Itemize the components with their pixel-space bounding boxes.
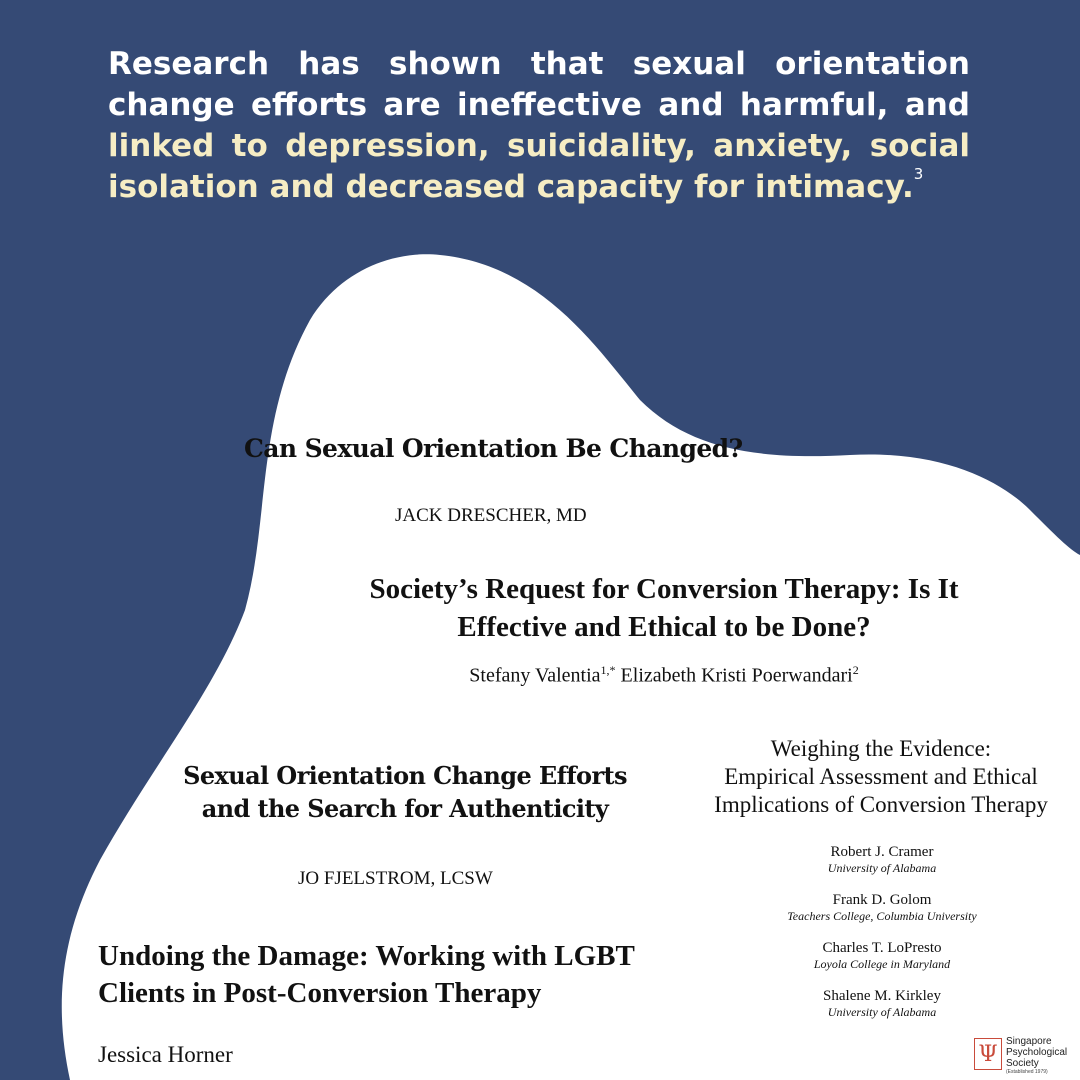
logo-line: Psychological: [1006, 1047, 1068, 1058]
paper-title-valentia: [300, 570, 1028, 646]
author-name: Elizabeth Kristi Poerwandari: [620, 664, 853, 687]
title-line: Empirical Assessment and Ethical: [724, 764, 1038, 789]
headline: [108, 44, 970, 208]
author-sup: 2: [852, 663, 859, 677]
author-affiliation: University of Alabama: [827, 861, 937, 875]
paper-author-horner: Jessica Horner: [98, 1042, 233, 1067]
footnote-marker: 3: [913, 165, 924, 183]
author-affiliation: University of Alabama: [827, 1005, 937, 1019]
author-block: [740, 891, 1024, 923]
author-name: Shalene M. Kirkley: [823, 988, 941, 1004]
paper-authors-valentia: [300, 663, 1028, 688]
author-name: Charles T. LoPresto: [822, 940, 942, 956]
author-name: Frank D. Golom: [832, 892, 932, 908]
headline-highlight: linked to depression, suicidality, anxiety, social isolation and decreased capacity for intimacy.: [108, 128, 970, 205]
title-line: Clients in Post-Conversion Therapy: [98, 977, 542, 1009]
title-line: Sexual Orientation Change Efforts: [183, 761, 627, 790]
author-sup: 1,*: [600, 663, 616, 677]
paper-author-drescher: JACK DRESCHER, MD: [395, 505, 587, 526]
author-block: [740, 843, 1024, 875]
author-block: [740, 987, 1024, 1019]
title-line: Implications of Conversion Therapy: [714, 792, 1048, 817]
paper-authors-cramer: [740, 843, 1024, 1035]
logo-text: [1006, 1036, 1078, 1075]
author-block: [740, 939, 1024, 971]
logo-line: Society: [1006, 1058, 1039, 1069]
title-line: Undoing the Damage: Working with LGBT: [98, 940, 635, 972]
title-line: Effective and Ethical to be Done?: [457, 611, 871, 643]
paper-title-horner: [98, 938, 635, 1012]
psi-icon: Ψ: [974, 1038, 1002, 1070]
paper-title-cramer: [690, 735, 1072, 819]
author-affiliation: Teachers College, Columbia University: [787, 909, 977, 923]
title-line: and the Search for Authenticity: [201, 794, 609, 823]
logo-established: (Established 1979): [1006, 1069, 1048, 1075]
paper-title-drescher: Can Sexual Orientation Be Changed?: [244, 434, 743, 463]
title-line: Weighing the Evidence:: [770, 736, 992, 761]
singapore-psychological-society-logo: [974, 1034, 1078, 1074]
author-name: Robert J. Cramer: [830, 844, 934, 860]
logo-line: Singapore: [1006, 1036, 1052, 1047]
title-line: Society’s Request for Conversion Therapy: Is It: [369, 573, 959, 605]
headline-text: Research has shown that sexual orientation change efforts are ineffective and harmful, and: [108, 46, 970, 123]
author-affiliation: Loyola College in Maryland: [813, 957, 951, 971]
paper-title-fjelstrom: [150, 759, 660, 825]
paper-author-fjelstrom: JO FJELSTROM, LCSW: [298, 868, 493, 889]
author-name: Stefany Valentia: [469, 664, 601, 687]
